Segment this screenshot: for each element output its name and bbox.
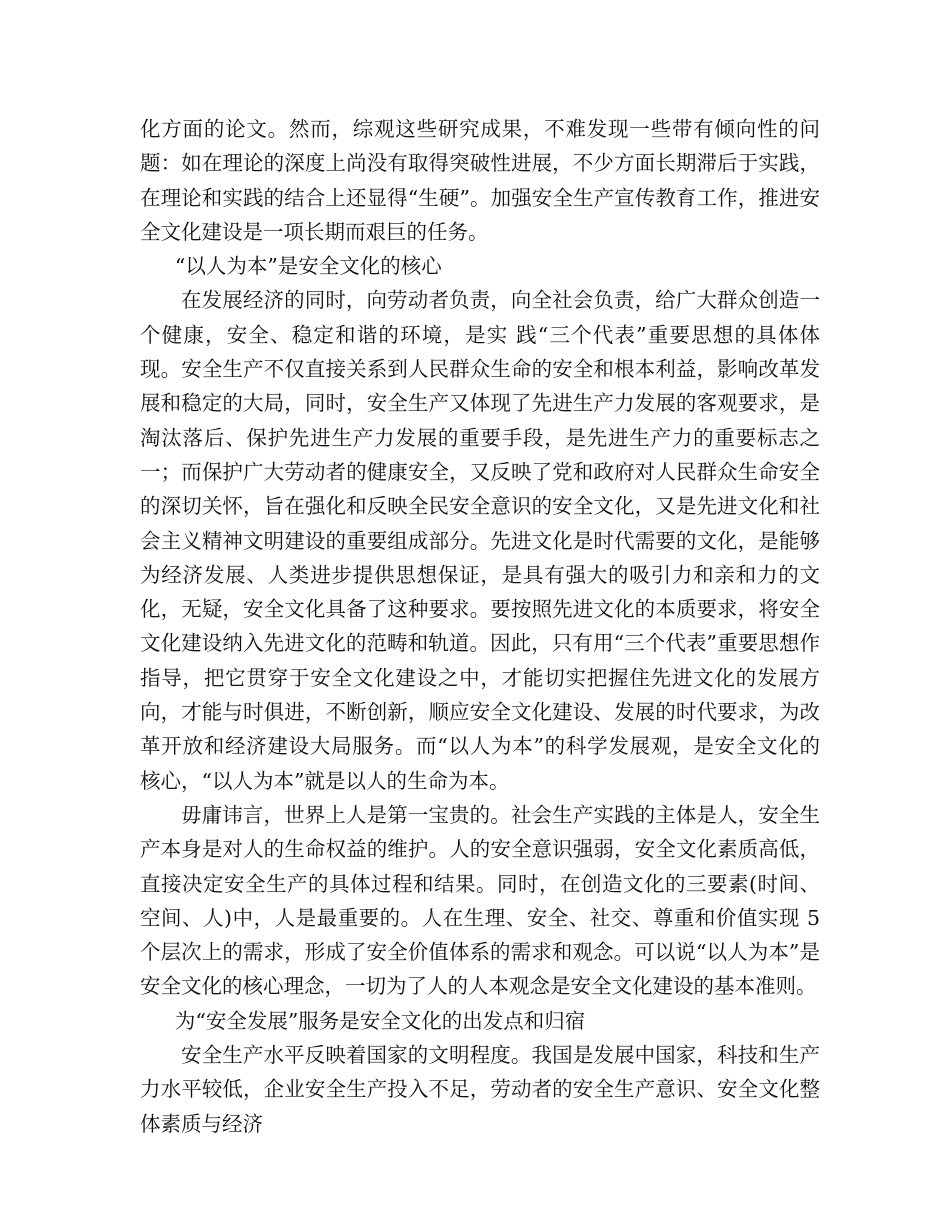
section-heading-safe-development: 为“安全发展”服务是安全文化的出发点和归宿 bbox=[174, 1008, 586, 1033]
paragraph-people-most-precious: 毋庸讳言，世界上人是第一宝贵的。社会生产实践的主体是人，安全生产本身是对人的生命权益的维护。人的安全意识强弱，安全文化素质高低，直接决定安全生产的具体过程和结果。同时，在创造文化的三要素(时间、空间、人)中，人是最重要的。人在生理、安全、社交、尊重和价值实现 5 个层次上的需求，形成了安全价值体系的需求和观念。可以说“以人为本”是安全文化的核心理念，一切为了人的人本观念是安全文化建设的基本准则。 bbox=[140, 802, 820, 999]
paragraph-economic-development: 在发展经济的同时，向劳动者负责，向全社会负责，给广大群众创造一个健康，安全、稳定和谐的环境，是实 践“三个代表”重要思想的具体体现。安全生产不仅直接关系到人民群众生命的安全和根本利益，影响改革发展和稳定的大局，同时，安全生产又体现了先进生产力发展的客观要求，是淘汰落后、保护先进生产力发展的重要手段，是先进生产力的重要标志之一；而保护广大劳动者的健康安全，又反映了党和政府对人民群众生命安全的深切关怀，旨在强化和反映全民安全意识的安全文化，又是先进文化和社会主义精神文明建设的重要组成部分。先进文化是时代需要的文化，是能够为经济发展、人类进步提供思想保证，是具有强大的吸引力和亲和力的文化，无疑，安全文化具备了这种要求。要按照先进文化的本质要求，将安全文化建设纳入先进文化的范畴和轨道。因此，只有用“三个代表”重要思想作指导，把它贯穿于安全文化建设之中，才能切实把握住先进文化的发展方向，才能与时俱进，不断创新，顺应安全文化建设、发展的时代要求，为改革开放和经济建设大局服务。而“以人为本”的科学发展观，是安全文化的 核心，“以人为本”就是以人的生命为本。 bbox=[140, 288, 820, 793]
paragraph-intro-continuation: 化方面的论文。然而，综观这些研究成果，不难发现一些带有倾向性的问题：如在理论的深度上尚没有取得突破性进展，不少方面长期滞后于实践，在理论和实践的结合上还显得“生硬”。加强安全生产宣传教育工作，推进安全文化建设是一项长期而艰巨的任务。 bbox=[140, 117, 820, 244]
document-page bbox=[140, 112, 820, 1141]
section-heading-people-oriented: “以人为本”是安全文化的核心 bbox=[174, 254, 442, 279]
paragraph-safety-level: 安全生产水平反映着国家的文明程度。我国是发展中国家，科技和生产力水平较低，企业安全生产投入不足，劳动者的安全生产意识、安全文化整体素质与经济 bbox=[140, 1043, 820, 1136]
